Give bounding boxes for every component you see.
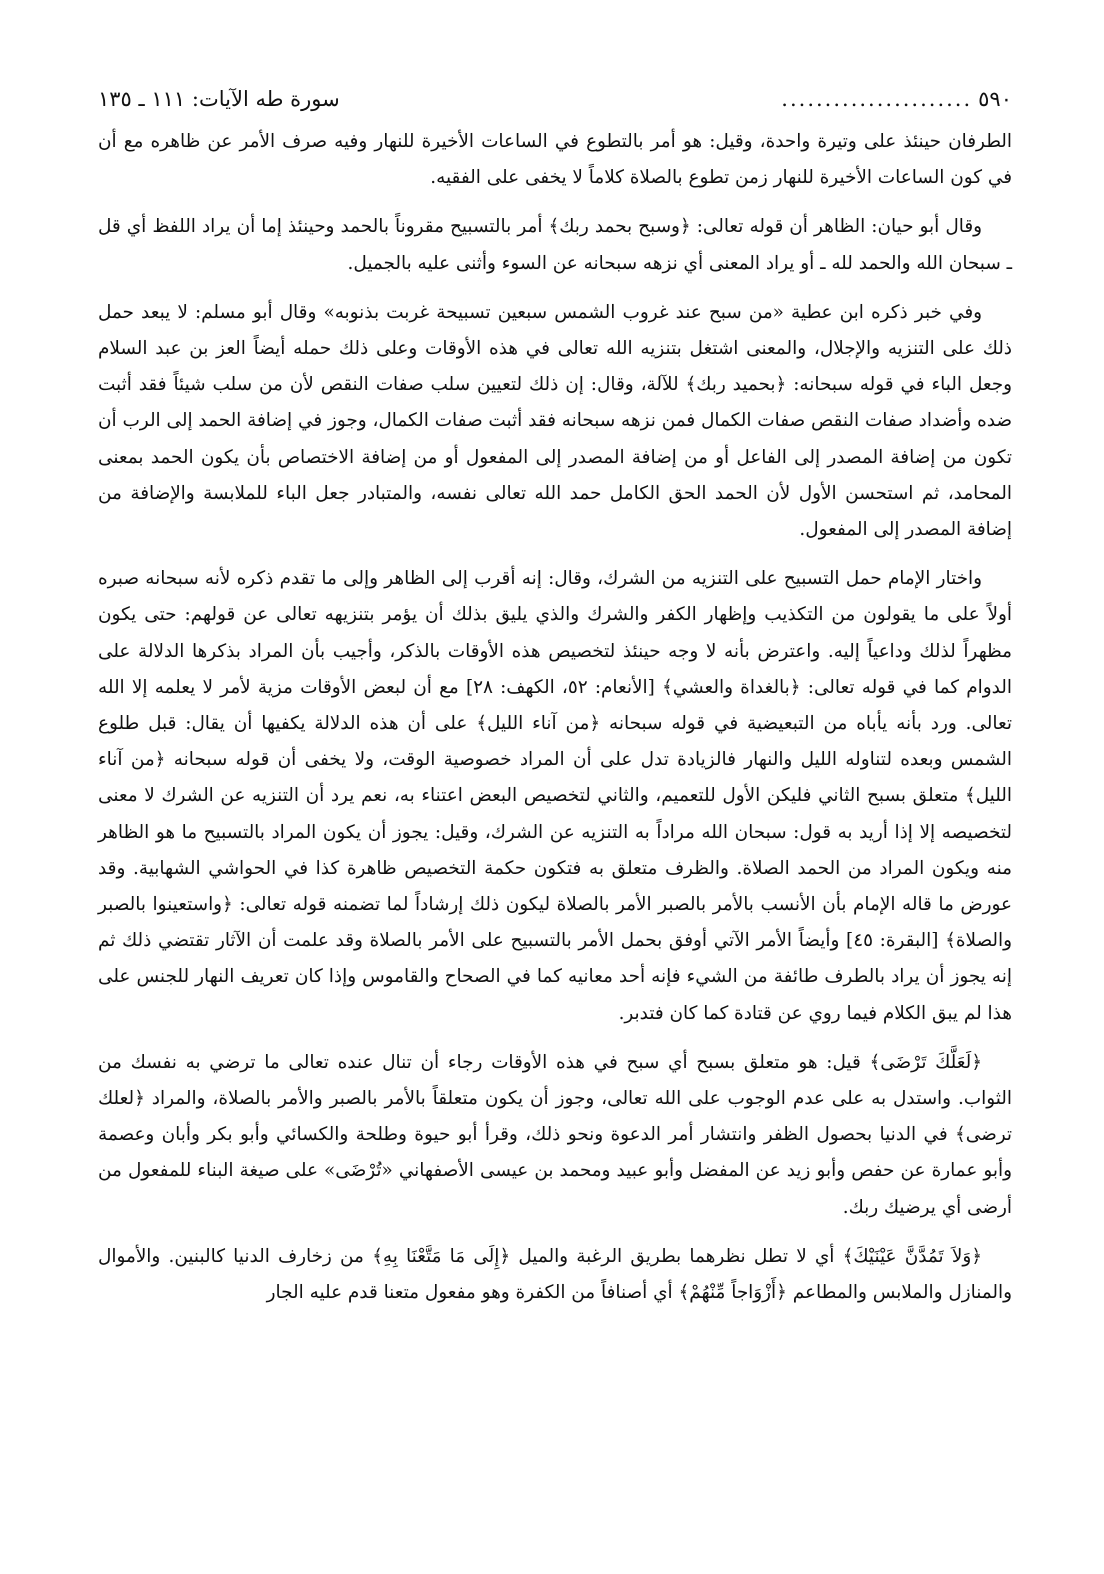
page-number: ٥٩٠: [978, 87, 1012, 111]
running-title: سورة طه الآيات: ١١١ ـ ١٣٥: [98, 87, 340, 111]
paragraph: ﴿وَلاَ تَمُدَّنَّ عَيْنَيْكَ﴾ أي لا تطل نظرهما بطريق الرغبة والميل ﴿إِلَى مَا مَتَّعْنَا بِهِ﴾ من زخارف الدنيا كالبنين. والأموال والمنازل والملابس والمطاعم ﴿أَزْوَاجاً مِّنْهُمْ﴾ أي أصنافاً من الكفرة وهو مفعول متعنا قدم عليه الجار: [98, 1245, 1012, 1304]
paragraph: وقال أبو حيان: الظاهر أن قوله تعالى: ﴿وسبح بحمد ربك﴾ أمر بالتسبيح مقروناً بالحمد وحينئذ إما أن يراد اللفظ أي قل ـ سبحان الله والحمد لله ـ أو يراد المعنى أي نزهه سبحانه عن السوء وأثنى عليه بالجميل.: [98, 216, 1012, 274]
paragraph: ﴿لَعَلَّكَ تَرْضَى﴾ قيل: هو متعلق بسبح أي سبح في هذه الأوقات رجاء أن تنال عنده تعالى ما ترضي به نفسك من الثواب. واستدل به على عدم الوجوب على الله تعالى، وجوز أن يكون متعلقاً بالأمر بالصبر والأمر بالصلاة، والمراد ﴿لعلك ترضى﴾ في الدنيا بحصول الظفر وانتشار أمر الدعوة ونحو ذلك، وقرأ أبو حيوة وطلحة والكسائي وأبو بكر وأبان وعصمة وأبو عمارة عن حفص وأبو زيد عن المفضل وأبو عبيد ومحمد بن عيسى الأصفهاني «تُرْضَى» على صيغة البناء للمفعول من أرضى أي يرضيك ربك.: [98, 1051, 1012, 1218]
header-leader-dots: ......................: [781, 87, 973, 111]
paragraph: وفي خبر ذكره ابن عطية «من سبح عند غروب الشمس سبعين تسبيحة غربت بذنوبه» وقال أبو مسلم: لا يبعد حمل ذلك على التنزيه والإجلال، والمعنى اشتغل بتنزيه الله تعالى في هذه الأوقات وعلى ذلك حمله أيضاً العز بن عبد السلام وجعل الباء في قوله سبحانه: ﴿بحميد ربك﴾ للآلة، وقال: إن ذلك لتعيين سلب صفات النقص لأن من سلب شيئاً فقد أثبت ضده وأضداد صفات النقص صفات الكمال فمن نزهه سبحانه فقد أثبت صفات الكمال، وجوز في إضافة الحمد إلى الرب أن تكون من إضافة المصدر إلى الفاعل أو من إضافة المصدر إلى المفعول أو من إضافة الاختصاص بأن يكون الحمد بمعنى المحامد، ثم استحسن الأول لأن الحمد الحق الكامل حمد الله تعالى نفسه، والمتبادر جعل الباء للملابسة والإضافة من إضافة المصدر إلى المفعول.: [98, 301, 1012, 541]
paragraph: واختار الإمام حمل التسبيح على التنزيه من الشرك، وقال: إنه أقرب إلى الظاهر وإلى ما تقدم ذكره لأنه سبحانه صبره أولاً على ما يقولون من التكذيب وإظهار الكفر والشرك والذي يليق بذلك أن يؤمر بتنزيهه تعالى عن قولهم: حتى يكون مظهراً لذلك وداعياً إليه. واعترض بأنه لا وجه حينئذ لتخصيص هذه الأوقات بالذكر، وأجيب بأن المراد بذكرها الدلالة على الدوام كما في قوله تعالى: ﴿بالغداة والعشي﴾ [الأنعام: ٥٢، الكهف: ٢٨] مع أن لبعض الأوقات مزية لأمر لا يعلمه إلا الله تعالى. ورد بأنه يأباه من التبعيضية في قوله سبحانه ﴿من آناء الليل﴾ على أن هذه الدلالة يكفيها أن يقال: قبل طلوع الشمس وبعده لتناوله الليل والنهار فالزيادة تدل على أن المراد خصوصية الوقت، ولا يخفى أن قوله سبحانه ﴿من آناء الليل﴾ متعلق بسبح الثاني فليكن الأول للتعميم، والثاني لتخصيص البعض اعتناء به، نعم يرد أن التنزيه عن الشرك لا معنى لتخصيصه إلا إذا أريد به قول: سبحان الله مراداً به التنزيه عن الشرك، وقيل: يجوز أن يكون المراد بالتسبيح ما هو الظاهر منه ويكون المراد من الحمد الصلاة. والظرف متعلق به فتكون حكمة التخصيص ظاهرة كذا في الحواشي الشهابية. وقد عورض ما قاله الإمام بأن الأنسب بالأمر بالصبر الأمر بالصلاة ليكون ذلك إرشاداً لما تضمنه قوله تعالى: ﴿واستعينوا بالصبر والصلاة﴾ [البقرة: ٤٥] وأيضاً الأمر الآتي أوفق بحمل الأمر بالتسبيح على الأمر بالصلاة وقد علمت أن الآثار تقتضي ذلك ثم إنه يجوز أن يراد بالطرف طائفة من الشيء فإنه أحد معانيه كما في الصحاح والقاموس وإذا كان تعريف النهار للجنس على هذا لم يبق الكلام فيما روي عن قتادة كما كان فتدبر.: [98, 568, 1013, 1024]
paragraph: الطرفان حينئذ على وتيرة واحدة، وقيل: هو أمر بالتطوع في الساعات الأخيرة للنهار وفيه صرف الأمر عن ظاهره مع أن في كون الساعات الأخيرة للنهار زمن تطوع بالصلاة كلاماً لا يخفى على الفقيه.: [98, 131, 1012, 189]
page-header: [98, 84, 1012, 114]
body-text: [98, 124, 1012, 1311]
